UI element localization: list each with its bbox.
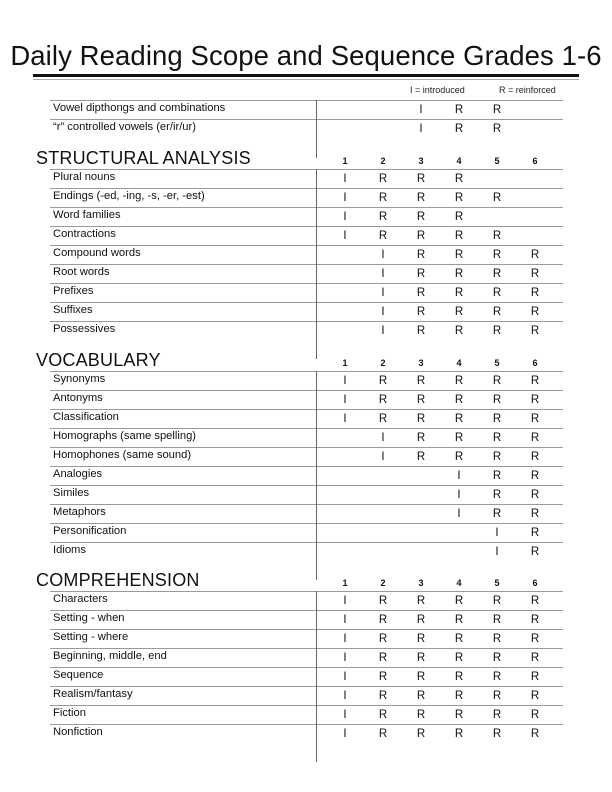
row-label: Analogies xyxy=(53,468,103,480)
grade-5-mark: R xyxy=(492,432,502,444)
column-divider xyxy=(316,371,317,580)
grade-2-mark: R xyxy=(378,173,388,185)
grade-4-mark: R xyxy=(454,325,464,337)
grade-6-mark: R xyxy=(530,432,540,444)
grade-1-mark: I xyxy=(343,375,347,387)
table-row xyxy=(50,466,563,486)
grade-3-mark: R xyxy=(416,728,426,740)
row-label: Endings (-ed, -ing, -s, -er, -est) xyxy=(53,190,205,202)
grade-5-mark: R xyxy=(492,123,502,135)
grade-6-mark: R xyxy=(530,633,540,645)
grade-3-mark: R xyxy=(416,325,426,337)
table-row xyxy=(50,705,563,725)
grade-3-mark: R xyxy=(416,671,426,683)
grade-1-mark: I xyxy=(343,595,347,607)
grade-4-mark: I xyxy=(457,489,461,501)
grade-2-mark: R xyxy=(378,230,388,242)
grade-1-header: 1 xyxy=(342,578,348,588)
table-row xyxy=(50,100,563,120)
grade-2-mark: I xyxy=(381,268,385,280)
grade-3-mark: I xyxy=(419,104,423,116)
grade-1-mark: I xyxy=(343,709,347,721)
grade-4-mark: R xyxy=(454,432,464,444)
column-divider xyxy=(316,100,317,158)
grade-4-mark: R xyxy=(454,690,464,702)
grade-3-mark: R xyxy=(416,192,426,204)
grade-5-mark: R xyxy=(492,470,502,482)
grade-5-mark: R xyxy=(492,451,502,463)
grade-5-mark: R xyxy=(492,249,502,261)
grade-6-header: 6 xyxy=(532,156,538,166)
grade-2-mark: R xyxy=(378,595,388,607)
row-label: Metaphors xyxy=(53,506,106,518)
table-row xyxy=(50,610,563,630)
grade-3-mark: R xyxy=(416,432,426,444)
grade-2-mark: R xyxy=(378,671,388,683)
grade-6-mark: R xyxy=(530,614,540,626)
grade-1-mark: I xyxy=(343,394,347,406)
grade-6-mark: R xyxy=(530,671,540,683)
row-label: Beginning, middle, end xyxy=(53,650,167,662)
table-row xyxy=(50,485,563,505)
grade-5-header: 5 xyxy=(494,358,500,368)
grade-6-mark: R xyxy=(530,470,540,482)
row-label: Homophones (same sound) xyxy=(53,449,192,461)
grade-4-mark: R xyxy=(454,671,464,683)
grade-2-mark: R xyxy=(378,192,388,204)
grade-4-mark: R xyxy=(454,413,464,425)
table-row xyxy=(50,245,563,265)
grade-4-mark: R xyxy=(454,173,464,185)
grade-3-mark: R xyxy=(416,652,426,664)
row-label: Idioms xyxy=(53,544,86,556)
grade-6-mark: R xyxy=(530,690,540,702)
grade-6-mark: R xyxy=(530,287,540,299)
grade-2-mark: I xyxy=(381,249,385,261)
grade-4-mark: R xyxy=(454,230,464,242)
grade-2-mark: I xyxy=(381,325,385,337)
table-row xyxy=(50,523,563,543)
grade-3-mark: R xyxy=(416,287,426,299)
grade-4-mark: R xyxy=(454,211,464,223)
table-row xyxy=(50,390,563,410)
grade-3-header: 3 xyxy=(418,578,424,588)
grade-4-header: 4 xyxy=(456,578,462,588)
table-row xyxy=(50,302,563,322)
grade-1-mark: I xyxy=(343,413,347,425)
grade-5-mark: R xyxy=(492,287,502,299)
table-row xyxy=(50,447,563,467)
table-row xyxy=(50,321,563,341)
table-row xyxy=(50,409,563,429)
row-label: Sequence xyxy=(53,669,104,681)
grade-3-mark: R xyxy=(416,595,426,607)
row-label: Root words xyxy=(53,266,110,278)
grade-4-mark: R xyxy=(454,652,464,664)
grade-3-header: 3 xyxy=(418,156,424,166)
grade-5-mark: R xyxy=(492,306,502,318)
grade-3-mark: R xyxy=(416,268,426,280)
table-row xyxy=(50,169,563,189)
grade-5-mark: R xyxy=(492,595,502,607)
grade-4-mark: R xyxy=(454,728,464,740)
grade-6-mark: R xyxy=(530,325,540,337)
row-label: Contractions xyxy=(53,228,116,240)
grade-4-mark: R xyxy=(454,192,464,204)
grade-4-mark: I xyxy=(457,508,461,520)
table-row xyxy=(50,119,563,139)
grade-2-mark: I xyxy=(381,306,385,318)
grade-5-mark: I xyxy=(495,546,499,558)
grade-2-header: 2 xyxy=(380,358,386,368)
grade-1-header: 1 xyxy=(342,358,348,368)
grade-4-header: 4 xyxy=(456,156,462,166)
grade-6-mark: R xyxy=(530,527,540,539)
grade-1-mark: I xyxy=(343,690,347,702)
grade-2-mark: R xyxy=(378,413,388,425)
grade-2-mark: R xyxy=(378,614,388,626)
row-label: Prefixes xyxy=(53,285,94,297)
grade-3-mark: R xyxy=(416,451,426,463)
title-rule-thin xyxy=(33,79,579,80)
grade-4-mark: R xyxy=(454,451,464,463)
grade-1-mark: I xyxy=(343,671,347,683)
legend-introduced: I = introduced xyxy=(410,85,465,95)
table-row xyxy=(50,188,563,208)
grade-3-mark: R xyxy=(416,614,426,626)
grade-6-mark: R xyxy=(530,451,540,463)
grade-6-mark: R xyxy=(530,489,540,501)
grade-2-mark: R xyxy=(378,394,388,406)
grade-4-mark: R xyxy=(454,614,464,626)
row-label: Compound words xyxy=(53,247,141,259)
column-divider xyxy=(316,591,317,762)
grade-3-mark: R xyxy=(416,249,426,261)
grade-4-mark: R xyxy=(454,375,464,387)
grade-1-mark: I xyxy=(343,728,347,740)
section-heading: COMPREHENSION xyxy=(36,570,200,590)
grade-4-header: 4 xyxy=(456,358,462,368)
grade-1-mark: I xyxy=(343,211,347,223)
grade-4-mark: R xyxy=(454,306,464,318)
grade-6-mark: R xyxy=(530,508,540,520)
grade-2-mark: R xyxy=(378,709,388,721)
section-heading: VOCABULARY xyxy=(36,350,161,370)
table-row xyxy=(50,542,563,562)
row-label: Word families xyxy=(53,209,121,221)
legend-reinforced: R = reinforced xyxy=(499,85,556,95)
grade-3-mark: R xyxy=(416,690,426,702)
table-row xyxy=(50,226,563,246)
row-label: Similes xyxy=(53,487,90,499)
grade-2-header: 2 xyxy=(380,578,386,588)
grade-2-mark: R xyxy=(378,211,388,223)
row-label: Personification xyxy=(53,525,127,537)
grade-4-mark: R xyxy=(454,268,464,280)
grade-5-header: 5 xyxy=(494,156,500,166)
grade-6-mark: R xyxy=(530,375,540,387)
grade-4-mark: R xyxy=(454,394,464,406)
grade-5-header: 5 xyxy=(494,578,500,588)
grade-6-mark: R xyxy=(530,652,540,664)
grade-5-mark: R xyxy=(492,325,502,337)
grade-2-mark: I xyxy=(381,432,385,444)
row-label: Nonfiction xyxy=(53,726,103,738)
grade-5-mark: R xyxy=(492,394,502,406)
table-row xyxy=(50,428,563,448)
grade-4-mark: R xyxy=(454,595,464,607)
table-row xyxy=(50,283,563,303)
grade-3-header: 3 xyxy=(418,358,424,368)
grade-5-mark: R xyxy=(492,671,502,683)
grade-5-mark: R xyxy=(492,690,502,702)
row-label: Characters xyxy=(53,593,108,605)
grade-5-mark: R xyxy=(492,508,502,520)
grade-6-mark: R xyxy=(530,394,540,406)
row-label: Setting - where xyxy=(53,631,129,643)
grade-4-mark: R xyxy=(454,709,464,721)
grade-3-mark: R xyxy=(416,306,426,318)
grade-5-mark: R xyxy=(492,709,502,721)
grade-5-mark: I xyxy=(495,527,499,539)
page-title: Daily Reading Scope and Sequence Grades 1-6 xyxy=(10,40,602,71)
grade-5-mark: R xyxy=(492,104,502,116)
table-row xyxy=(50,264,563,284)
grade-4-mark: R xyxy=(454,633,464,645)
grade-1-mark: I xyxy=(343,633,347,645)
grade-2-mark: R xyxy=(378,375,388,387)
grade-1-mark: I xyxy=(343,652,347,664)
grade-3-mark: R xyxy=(416,709,426,721)
row-label: Suffixes xyxy=(53,304,93,316)
table-row xyxy=(50,504,563,524)
grade-4-mark: I xyxy=(457,470,461,482)
grade-1-header: 1 xyxy=(342,156,348,166)
grade-4-mark: R xyxy=(454,123,464,135)
table-row xyxy=(50,724,563,744)
grade-4-mark: R xyxy=(454,249,464,261)
grade-6-mark: R xyxy=(530,268,540,280)
table-row xyxy=(50,591,563,611)
title-rule xyxy=(33,74,579,77)
grade-6-mark: R xyxy=(530,728,540,740)
row-label: Setting - when xyxy=(53,612,125,624)
grade-3-mark: R xyxy=(416,413,426,425)
row-label: Synonyms xyxy=(53,373,106,385)
row-label: Vowel dipthongs and combinations xyxy=(53,102,226,114)
grade-3-mark: R xyxy=(416,375,426,387)
table-row xyxy=(50,629,563,649)
grade-3-mark: R xyxy=(416,211,426,223)
grade-1-mark: I xyxy=(343,192,347,204)
grade-2-mark: I xyxy=(381,287,385,299)
grade-5-mark: R xyxy=(492,633,502,645)
grade-5-mark: R xyxy=(492,652,502,664)
grade-3-mark: R xyxy=(416,173,426,185)
row-label: “r” controlled vowels (er/ir/ur) xyxy=(53,121,196,133)
row-label: Fiction xyxy=(53,707,86,719)
grade-2-mark: R xyxy=(378,690,388,702)
grade-3-mark: R xyxy=(416,394,426,406)
table-row xyxy=(50,648,563,668)
grade-5-mark: R xyxy=(492,268,502,280)
grade-5-mark: R xyxy=(492,375,502,387)
row-label: Antonyms xyxy=(53,392,103,404)
table-row xyxy=(50,207,563,227)
row-label: Plural nouns xyxy=(53,171,116,183)
row-label: Classification xyxy=(53,411,119,423)
grade-3-mark: R xyxy=(416,633,426,645)
row-label: Homographs (same spelling) xyxy=(53,430,197,442)
column-divider xyxy=(316,169,317,359)
grade-6-mark: R xyxy=(530,306,540,318)
grade-3-mark: R xyxy=(416,230,426,242)
grade-4-mark: R xyxy=(454,104,464,116)
grade-6-header: 6 xyxy=(532,358,538,368)
grade-2-mark: I xyxy=(381,451,385,463)
grade-2-mark: R xyxy=(378,652,388,664)
grade-1-mark: I xyxy=(343,173,347,185)
grade-6-mark: R xyxy=(530,595,540,607)
grade-6-mark: R xyxy=(530,413,540,425)
grade-1-mark: I xyxy=(343,614,347,626)
section-heading: STRUCTURAL ANALYSIS xyxy=(36,148,251,168)
row-label: Possessives xyxy=(53,323,116,335)
grade-2-header: 2 xyxy=(380,156,386,166)
grade-2-mark: R xyxy=(378,728,388,740)
grade-6-mark: R xyxy=(530,546,540,558)
grade-2-mark: R xyxy=(378,633,388,645)
grade-5-mark: R xyxy=(492,614,502,626)
grade-6-mark: R xyxy=(530,709,540,721)
grade-3-mark: I xyxy=(419,123,423,135)
table-row xyxy=(50,371,563,391)
grade-5-mark: R xyxy=(492,489,502,501)
grade-5-mark: R xyxy=(492,413,502,425)
grade-6-header: 6 xyxy=(532,578,538,588)
grade-5-mark: R xyxy=(492,192,502,204)
table-row xyxy=(50,686,563,706)
grade-5-mark: R xyxy=(492,728,502,740)
grade-5-mark: R xyxy=(492,230,502,242)
grade-1-mark: I xyxy=(343,230,347,242)
grade-6-mark: R xyxy=(530,249,540,261)
grade-4-mark: R xyxy=(454,287,464,299)
table-row xyxy=(50,667,563,687)
row-label: Realism/fantasy xyxy=(53,688,133,700)
